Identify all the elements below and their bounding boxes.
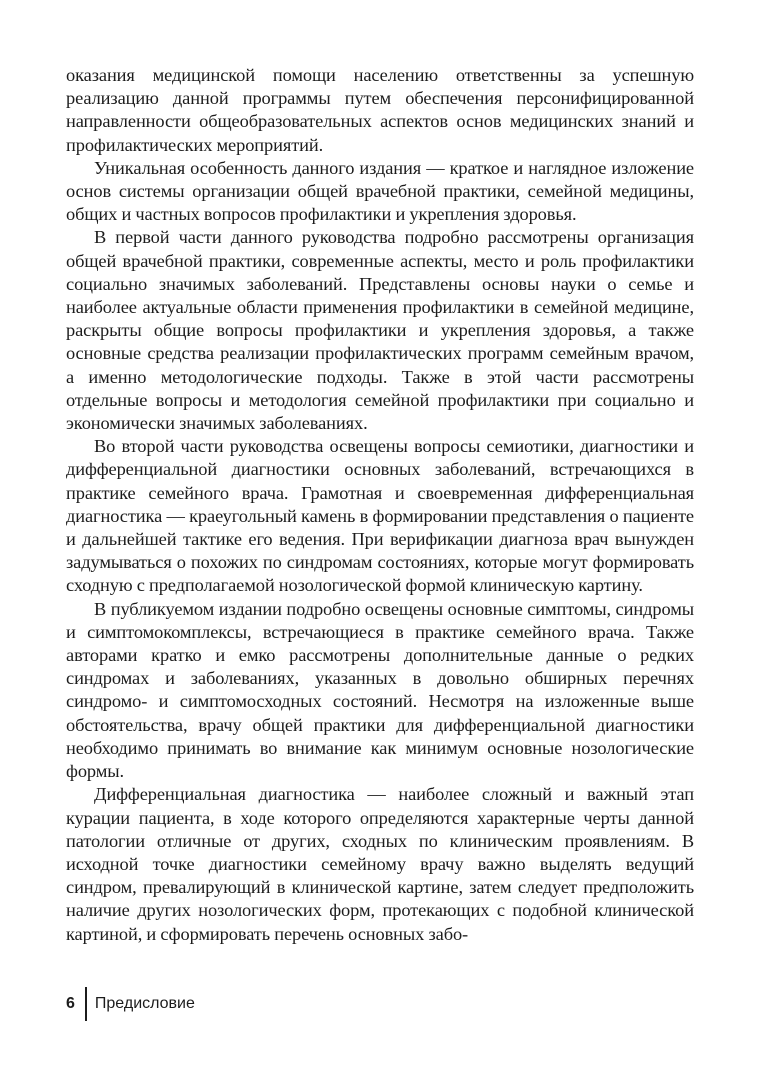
paragraph-differential-diagnosis: Дифференциальная диагностика — наиболее сложный и важный этап курации пациента, в ходе которого определяются характерные черты данной патологии отличные от других, сходных по клиническим проявлениям. В исходной точке диагностики семейному врачу важно выделять ведущий синдром, превалирующий в клинической картине, затем следует предположить наличие других нозологических форм, протекающих с подобной клинической картиной, и сформировать перечень основных забо- <box>66 784 694 944</box>
paragraph-second-part: Во второй части руководства освещены вопросы семиотики, диагностики и дифференциальной диагностики основных заболеваний, встречающихся в практике семейного врача. Грамотная и своевременная дифференциальная диагностика — краеугольный камень в формировании представления о пациенте и дальнейшей тактике его ведения. При верификации диагноза врач вынужден задумываться о похожих по синдромам состояниях, которые могут формировать сходную с предполагаемой нозологической формой клиническую картину. <box>66 436 694 596</box>
page-footer <box>66 986 195 1022</box>
page-number: 6 <box>66 995 75 1012</box>
paragraph-symptoms: В публикуемом издании подробно освещены основные симптомы, синдромы и симптомокомплексы, встречающиеся в практике семейного врача. Также авторами кратко и емко рассмотрены дополнительные данные о редких синдромах и заболеваниях, указанных в довольно обширных перечнях синдромо- и симптомосходных состояний. Несмотря на изложенные выше обстоятельства, врачу общей практики для дифференциальной диагностики необходимо принимать во внимание как минимум основные нозологические формы. <box>66 598 694 782</box>
paragraph-first-part: В первой части данного руководства подробно рассмотрены организация общей врачебной практики, современные аспекты, место и роль профилактики социально значимых заболеваний. Представлены основы науки о семье и наиболее актуальные области применения профилактики в семейной медицине, раскрыты общие вопросы профилактики и укрепления здоровья, а также основные средства реализации профилактических программ семейным врачом, а именно методологические подходы. Также в этой части рассмотрены отдельные вопросы и методология семейной профилактики при социально и экономически значимых заболеваниях. <box>66 227 694 434</box>
paragraph-continuation: оказания медицинской помощи населению ответственны за успешную реализацию данной программы путем обеспечения персонифицированной направленности общеобразовательных аспектов основ медицинских знаний и профилактических мероприятий. <box>66 65 694 155</box>
footer-divider <box>85 987 87 1021</box>
running-title: Предисловие <box>94 995 195 1012</box>
body-text <box>66 64 694 946</box>
paragraph-unique-feature: Уникальная особенность данного издания — краткое и наглядное изложение основ системы организации общей врачебной практики, семейной медицины, общих и частных вопросов профилактики и укрепления здоровья. <box>66 157 694 225</box>
